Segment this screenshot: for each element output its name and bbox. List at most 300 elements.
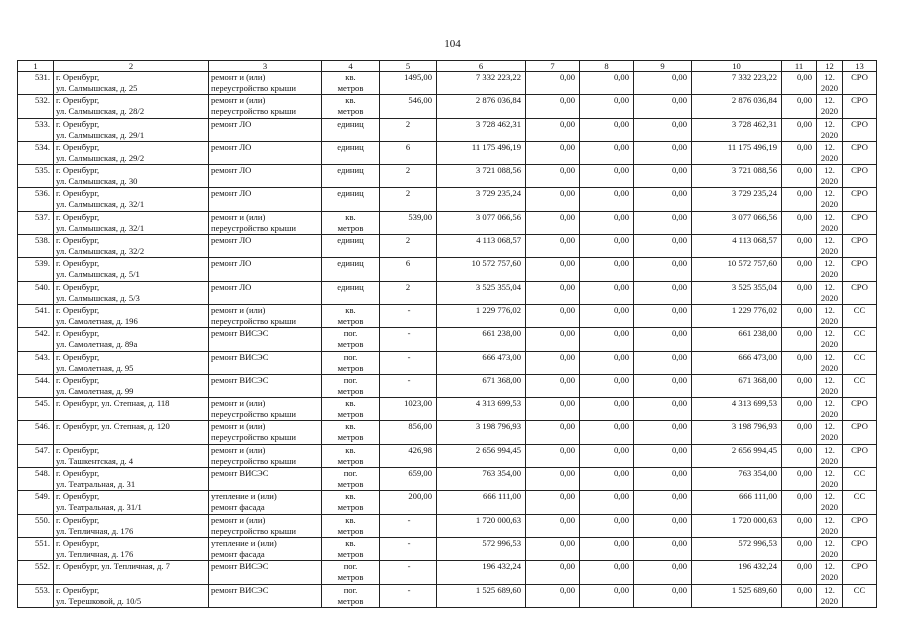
- quantity-cell-text: 659,00: [408, 468, 432, 479]
- total-cost-cell: [437, 95, 526, 118]
- address-cell-text: г. Оренбург,: [56, 211, 100, 222]
- fund-method-cell-text: СРО: [851, 398, 868, 409]
- unit-cell-text: метров: [337, 106, 364, 117]
- owner-funds-cell-text: 3 198 796,93: [731, 421, 777, 432]
- fund-method-cell: [843, 281, 877, 304]
- unit-cell: [322, 584, 380, 607]
- completion-date-cell-text: 12.: [824, 351, 835, 362]
- owner-funds-cell: [692, 95, 782, 118]
- quantity-cell-text: 546,00: [408, 95, 432, 106]
- address-cell-text: ул. Театральная, д. 31: [56, 479, 136, 490]
- fund-method-cell-text: СРО: [851, 235, 868, 246]
- row-number-text: 548.: [34, 468, 50, 479]
- federal-funds-cell-text: 0,00: [559, 165, 575, 176]
- local-funds-cell: [634, 188, 692, 211]
- work-type-cell-text: ремонт и (или): [211, 514, 266, 525]
- cost-per-unit-cell-text: 0,00: [796, 444, 812, 455]
- address-cell-text: ул. Театральная, д. 31/1: [56, 502, 142, 513]
- work-type-cell: [209, 165, 322, 188]
- row-number-text: 550.: [34, 514, 50, 525]
- fund-method-cell: [843, 468, 877, 491]
- row-number: [18, 561, 54, 584]
- completion-date-cell: [817, 141, 843, 164]
- unit-cell-text: метров: [337, 315, 364, 326]
- unit-cell: [322, 537, 380, 560]
- local-funds-cell-text: 0,00: [671, 514, 687, 525]
- completion-date-cell: [817, 491, 843, 514]
- federal-funds-cell: [526, 491, 580, 514]
- address-cell-text: г. Оренбург,: [56, 118, 100, 129]
- column-header-11: 11: [782, 61, 817, 72]
- address-cell: [54, 141, 209, 164]
- completion-date-cell-text: 12.: [824, 281, 835, 292]
- cost-per-unit-cell: [782, 374, 817, 397]
- federal-funds-cell: [526, 141, 580, 164]
- unit-cell: [322, 491, 380, 514]
- federal-funds-cell: [526, 444, 580, 467]
- address-cell-text: г. Оренбург,: [56, 304, 100, 315]
- address-cell-text: г. Оренбург,: [56, 141, 100, 152]
- work-type-cell: [209, 398, 322, 421]
- owner-funds-cell-text: 666 111,00: [738, 491, 777, 502]
- local-funds-cell: [634, 374, 692, 397]
- address-cell: [54, 491, 209, 514]
- cost-per-unit-cell-text: 0,00: [796, 584, 812, 595]
- total-cost-cell-text: 196 432,24: [482, 561, 521, 572]
- fund-method-cell-text: СРО: [851, 188, 868, 199]
- work-type-cell: [209, 537, 322, 560]
- row-number: [18, 444, 54, 467]
- completion-date-cell-text: 2020: [820, 362, 839, 373]
- work-type-cell: [209, 444, 322, 467]
- owner-funds-cell: [692, 235, 782, 258]
- column-header-12: 12: [817, 61, 843, 72]
- total-cost-cell: [437, 141, 526, 164]
- owner-funds-cell-text: 10 572 757,60: [727, 258, 777, 269]
- address-cell-text: ул. Самолетная, д. 99: [56, 385, 134, 396]
- table-row: [18, 444, 877, 467]
- unit-cell-text: метров: [337, 572, 364, 583]
- table-row: [18, 491, 877, 514]
- local-funds-cell: [634, 72, 692, 95]
- regional-funds-cell-text: 0,00: [613, 118, 629, 129]
- quantity-cell: [380, 188, 437, 211]
- work-type-cell: [209, 188, 322, 211]
- cost-per-unit-cell-text: 0,00: [796, 188, 812, 199]
- local-funds-cell-text: 0,00: [671, 211, 687, 222]
- federal-funds-cell: [526, 398, 580, 421]
- work-type-cell: [209, 211, 322, 234]
- completion-date-cell-text: 12.: [824, 165, 835, 176]
- work-type-cell: [209, 118, 322, 141]
- local-funds-cell-text: 0,00: [671, 165, 687, 176]
- work-type-cell: [209, 281, 322, 304]
- quantity-cell: [380, 95, 437, 118]
- regional-funds-cell: [580, 398, 634, 421]
- unit-cell-text: кв.: [345, 398, 356, 409]
- cost-per-unit-cell-text: 0,00: [796, 514, 812, 525]
- table-body: [18, 72, 877, 608]
- federal-funds-cell-text: 0,00: [559, 211, 575, 222]
- unit-cell-text: кв.: [345, 537, 356, 548]
- total-cost-cell-text: 3 721 088,56: [475, 165, 521, 176]
- completion-date-cell-text: 12.: [824, 72, 835, 82]
- address-cell-text: ул. Салмышская, д. 28/2: [56, 106, 145, 117]
- completion-date-cell: [817, 398, 843, 421]
- local-funds-cell: [634, 398, 692, 421]
- cost-per-unit-cell-text: 0,00: [796, 141, 812, 152]
- cost-per-unit-cell: [782, 514, 817, 537]
- fund-method-cell: [843, 444, 877, 467]
- completion-date-cell-text: 2020: [820, 572, 839, 583]
- address-cell-text: ул. Салмышская, д. 29/1: [56, 129, 145, 140]
- cost-per-unit-cell: [782, 351, 817, 374]
- local-funds-cell: [634, 468, 692, 491]
- total-cost-cell: [437, 374, 526, 397]
- regional-funds-cell: [580, 374, 634, 397]
- total-cost-cell-text: 10 572 757,60: [471, 258, 521, 269]
- address-cell-text: г. Оренбург,: [56, 328, 100, 339]
- work-type-cell-text: ремонт и (или): [211, 211, 266, 222]
- quantity-cell-text: -: [407, 328, 411, 339]
- regional-funds-cell: [580, 444, 634, 467]
- fund-method-cell: [843, 351, 877, 374]
- owner-funds-cell-text: 666 473,00: [738, 351, 777, 362]
- owner-funds-cell: [692, 72, 782, 95]
- table-row: [18, 95, 877, 118]
- work-type-cell-text: переустройство крыши: [211, 315, 296, 326]
- address-cell-text: ул. Салмышская, д. 32/2: [56, 246, 145, 257]
- table-row: [18, 398, 877, 421]
- fund-method-cell-text: СС: [853, 304, 866, 315]
- address-cell-text: ул. Салмышская, д. 30: [56, 176, 138, 187]
- work-type-cell-text: ремонт ВИСЭС: [211, 468, 269, 479]
- unit-cell: [322, 211, 380, 234]
- regional-funds-cell: [580, 281, 634, 304]
- table-row: [18, 304, 877, 327]
- local-funds-cell-text: 0,00: [671, 141, 687, 152]
- address-cell-text: ул. Самолетная, д. 196: [56, 315, 138, 326]
- fund-method-cell: [843, 118, 877, 141]
- cost-per-unit-cell-text: 0,00: [796, 328, 812, 339]
- completion-date-cell-text: 12.: [824, 188, 835, 199]
- local-funds-cell-text: 0,00: [671, 374, 687, 385]
- row-number: [18, 235, 54, 258]
- unit-cell-text: пог.: [343, 584, 358, 595]
- column-header-1: 1: [18, 61, 54, 72]
- unit-cell-text: метров: [337, 409, 364, 420]
- fund-method-cell-text: СС: [853, 351, 866, 362]
- quantity-cell-text: 2: [405, 235, 411, 246]
- completion-date-cell-text: 12.: [824, 118, 835, 129]
- regional-funds-cell: [580, 304, 634, 327]
- unit-cell-text: единиц: [337, 281, 364, 292]
- regional-funds-cell: [580, 188, 634, 211]
- work-type-cell: [209, 258, 322, 281]
- unit-cell: [322, 258, 380, 281]
- fund-method-cell: [843, 141, 877, 164]
- local-funds-cell: [634, 561, 692, 584]
- row-number: [18, 491, 54, 514]
- completion-date-cell: [817, 328, 843, 351]
- column-header-5: 5: [380, 61, 437, 72]
- owner-funds-cell: [692, 141, 782, 164]
- local-funds-cell: [634, 95, 692, 118]
- owner-funds-cell-text: 3 721 088,56: [731, 165, 777, 176]
- owner-funds-cell: [692, 281, 782, 304]
- regional-funds-cell-text: 0,00: [613, 235, 629, 246]
- completion-date-cell-text: 2020: [820, 479, 839, 490]
- address-cell-text: ул. Салмышская, д. 29/2: [56, 152, 145, 163]
- row-number-text: 547.: [34, 444, 50, 455]
- total-cost-cell: [437, 537, 526, 560]
- regional-funds-cell: [580, 95, 634, 118]
- work-type-cell-text: переустройство крыши: [211, 83, 296, 93]
- work-type-cell-text: ремонт и (или): [211, 72, 266, 82]
- column-header-4: 4: [322, 61, 380, 72]
- owner-funds-cell-text: 1 229 776,02: [731, 304, 777, 315]
- quantity-cell: [380, 328, 437, 351]
- unit-cell: [322, 235, 380, 258]
- quantity-cell: [380, 118, 437, 141]
- regional-funds-cell-text: 0,00: [613, 258, 629, 269]
- cost-per-unit-cell: [782, 72, 817, 95]
- regional-funds-cell: [580, 118, 634, 141]
- work-type-cell-text: переустройство крыши: [211, 222, 296, 233]
- cost-per-unit-cell: [782, 188, 817, 211]
- unit-cell-text: метров: [337, 222, 364, 233]
- local-funds-cell: [634, 514, 692, 537]
- local-funds-cell-text: 0,00: [671, 235, 687, 246]
- owner-funds-cell-text: 1 525 689,60: [731, 584, 777, 595]
- fund-method-cell-text: СРО: [851, 444, 868, 455]
- row-number-text: 541.: [34, 304, 50, 315]
- column-header-6: 6: [437, 61, 526, 72]
- owner-funds-cell-text: 661 238,00: [738, 328, 777, 339]
- quantity-cell: [380, 491, 437, 514]
- regional-funds-cell-text: 0,00: [613, 351, 629, 362]
- row-number: [18, 537, 54, 560]
- address-cell-text: г. Оренбург,: [56, 235, 100, 246]
- regional-funds-cell: [580, 328, 634, 351]
- federal-funds-cell-text: 0,00: [559, 537, 575, 548]
- completion-date-cell: [817, 514, 843, 537]
- row-number: [18, 328, 54, 351]
- cost-per-unit-cell: [782, 258, 817, 281]
- row-number: [18, 281, 54, 304]
- unit-cell-text: метров: [337, 385, 364, 396]
- federal-funds-cell-text: 0,00: [559, 328, 575, 339]
- regional-funds-cell: [580, 141, 634, 164]
- completion-date-cell-text: 2020: [820, 409, 839, 420]
- address-cell: [54, 514, 209, 537]
- cost-per-unit-cell-text: 0,00: [796, 398, 812, 409]
- total-cost-cell: [437, 165, 526, 188]
- cost-per-unit-cell: [782, 235, 817, 258]
- local-funds-cell: [634, 258, 692, 281]
- local-funds-cell-text: 0,00: [671, 398, 687, 409]
- work-type-cell-text: ремонт ЛО: [211, 281, 252, 292]
- federal-funds-cell-text: 0,00: [559, 304, 575, 315]
- work-type-cell-text: переустройство крыши: [211, 432, 296, 443]
- row-number-text: 552.: [34, 561, 50, 572]
- cost-per-unit-cell-text: 0,00: [796, 468, 812, 479]
- federal-funds-cell-text: 0,00: [559, 398, 575, 409]
- quantity-cell-text: 6: [405, 258, 411, 269]
- fund-method-cell-text: СС: [853, 328, 866, 339]
- work-type-cell-text: ремонт ВИСЭС: [211, 328, 269, 339]
- local-funds-cell-text: 0,00: [671, 328, 687, 339]
- cost-per-unit-cell: [782, 421, 817, 444]
- table-row: [18, 537, 877, 560]
- work-type-cell-text: ремонт и (или): [211, 421, 266, 432]
- federal-funds-cell-text: 0,00: [559, 235, 575, 246]
- address-cell-text: г. Оренбург,: [56, 281, 100, 292]
- local-funds-cell-text: 0,00: [671, 468, 687, 479]
- row-number-text: 546.: [34, 421, 50, 432]
- unit-cell-text: кв.: [345, 72, 356, 82]
- fund-method-cell-text: СС: [853, 491, 866, 502]
- row-number: [18, 118, 54, 141]
- quantity-cell-text: 539,00: [408, 211, 432, 222]
- completion-date-cell-text: 12.: [824, 304, 835, 315]
- address-cell-text: ул. Салмышская, д. 32/1: [56, 222, 145, 233]
- work-type-cell: [209, 328, 322, 351]
- work-type-cell: [209, 304, 322, 327]
- work-type-cell: [209, 95, 322, 118]
- owner-funds-cell: [692, 258, 782, 281]
- address-cell: [54, 72, 209, 95]
- owner-funds-cell-text: 3 728 462,31: [731, 118, 777, 129]
- owner-funds-cell-text: 763 354,00: [738, 468, 777, 479]
- cost-per-unit-cell-text: 0,00: [796, 304, 812, 315]
- quantity-cell: [380, 537, 437, 560]
- address-cell-text: г. Оренбург,: [56, 374, 100, 385]
- table-row: [18, 281, 877, 304]
- total-cost-cell: [437, 72, 526, 95]
- address-cell-text: ул. Салмышская, д. 25: [56, 83, 138, 93]
- completion-date-cell: [817, 537, 843, 560]
- owner-funds-cell-text: 4 113 068,57: [732, 235, 777, 246]
- fund-method-cell: [843, 165, 877, 188]
- quantity-cell-text: -: [407, 584, 411, 595]
- owner-funds-cell: [692, 304, 782, 327]
- fund-method-cell: [843, 421, 877, 444]
- federal-funds-cell: [526, 95, 580, 118]
- unit-cell: [322, 351, 380, 374]
- row-number-text: 535.: [34, 165, 50, 176]
- completion-date-cell-text: 2020: [820, 548, 839, 559]
- completion-date-cell: [817, 374, 843, 397]
- work-type-cell: [209, 72, 322, 95]
- federal-funds-cell: [526, 281, 580, 304]
- federal-funds-cell: [526, 584, 580, 607]
- total-cost-cell: [437, 514, 526, 537]
- quantity-cell-text: 6: [405, 141, 411, 152]
- regional-funds-cell: [580, 258, 634, 281]
- total-cost-cell-text: 3 728 462,31: [475, 118, 521, 129]
- completion-date-cell-text: 2020: [820, 176, 839, 187]
- table-row: [18, 328, 877, 351]
- total-cost-cell: [437, 188, 526, 211]
- federal-funds-cell-text: 0,00: [559, 118, 575, 129]
- address-cell-text: ул. Самолетная, д. 95: [56, 362, 134, 373]
- quantity-cell-text: 1495,00: [404, 72, 432, 82]
- work-type-cell-text: ремонт и (или): [211, 398, 266, 409]
- regional-funds-cell-text: 0,00: [613, 165, 629, 176]
- unit-cell-text: пог.: [343, 328, 358, 339]
- total-cost-cell: [437, 351, 526, 374]
- quantity-cell-text: 426,98: [408, 444, 432, 455]
- unit-cell-text: метров: [337, 83, 364, 93]
- fund-method-cell-text: СРО: [851, 95, 868, 106]
- completion-date-cell: [817, 561, 843, 584]
- address-cell-text: г. Оренбург,: [56, 72, 100, 82]
- total-cost-cell: [437, 328, 526, 351]
- local-funds-cell: [634, 118, 692, 141]
- fund-method-cell-text: СРО: [851, 258, 868, 269]
- owner-funds-cell: [692, 491, 782, 514]
- work-type-cell-text: ремонт ЛО: [211, 258, 252, 269]
- address-cell-text: г. Оренбург, ул. Степная, д. 120: [56, 421, 170, 432]
- quantity-cell-text: 1023,00: [404, 398, 432, 409]
- regional-funds-cell-text: 0,00: [613, 141, 629, 152]
- regional-funds-cell: [580, 514, 634, 537]
- column-header-3: 3: [209, 61, 322, 72]
- work-type-cell: [209, 561, 322, 584]
- completion-date-cell-text: 12.: [824, 374, 835, 385]
- fund-method-cell: [843, 258, 877, 281]
- owner-funds-cell-text: 7 332 223,22: [731, 72, 777, 82]
- unit-cell-text: пог.: [343, 561, 358, 572]
- quantity-cell: [380, 235, 437, 258]
- row-number: [18, 514, 54, 537]
- regional-funds-cell-text: 0,00: [613, 374, 629, 385]
- total-cost-cell-text: 3 525 355,04: [475, 281, 521, 292]
- address-cell: [54, 211, 209, 234]
- fund-method-cell: [843, 537, 877, 560]
- owner-funds-cell: [692, 211, 782, 234]
- work-type-cell-text: ремонт и (или): [211, 304, 266, 315]
- local-funds-cell: [634, 537, 692, 560]
- column-header-10: 10: [692, 61, 782, 72]
- total-cost-cell-text: 4 113 068,57: [476, 235, 521, 246]
- quantity-cell-text: -: [407, 514, 411, 525]
- completion-date-cell: [817, 281, 843, 304]
- address-cell: [54, 258, 209, 281]
- quantity-cell: [380, 421, 437, 444]
- column-header-7: 7: [526, 61, 580, 72]
- completion-date-cell: [817, 258, 843, 281]
- fund-method-cell-text: СРО: [851, 72, 868, 82]
- work-type-cell: [209, 468, 322, 491]
- row-number-text: 545.: [34, 398, 50, 409]
- completion-date-cell-text: 2020: [820, 292, 839, 303]
- total-cost-cell-text: 572 996,53: [482, 537, 521, 548]
- table-row: [18, 235, 877, 258]
- regional-funds-cell: [580, 165, 634, 188]
- column-number-row: [18, 61, 877, 72]
- regional-funds-cell-text: 0,00: [613, 281, 629, 292]
- owner-funds-cell-text: 572 996,53: [738, 537, 777, 548]
- row-number: [18, 165, 54, 188]
- address-cell: [54, 421, 209, 444]
- cost-per-unit-cell-text: 0,00: [796, 537, 812, 548]
- fund-method-cell: [843, 235, 877, 258]
- completion-date-cell: [817, 95, 843, 118]
- unit-cell: [322, 118, 380, 141]
- quantity-cell-text: 2: [405, 165, 411, 176]
